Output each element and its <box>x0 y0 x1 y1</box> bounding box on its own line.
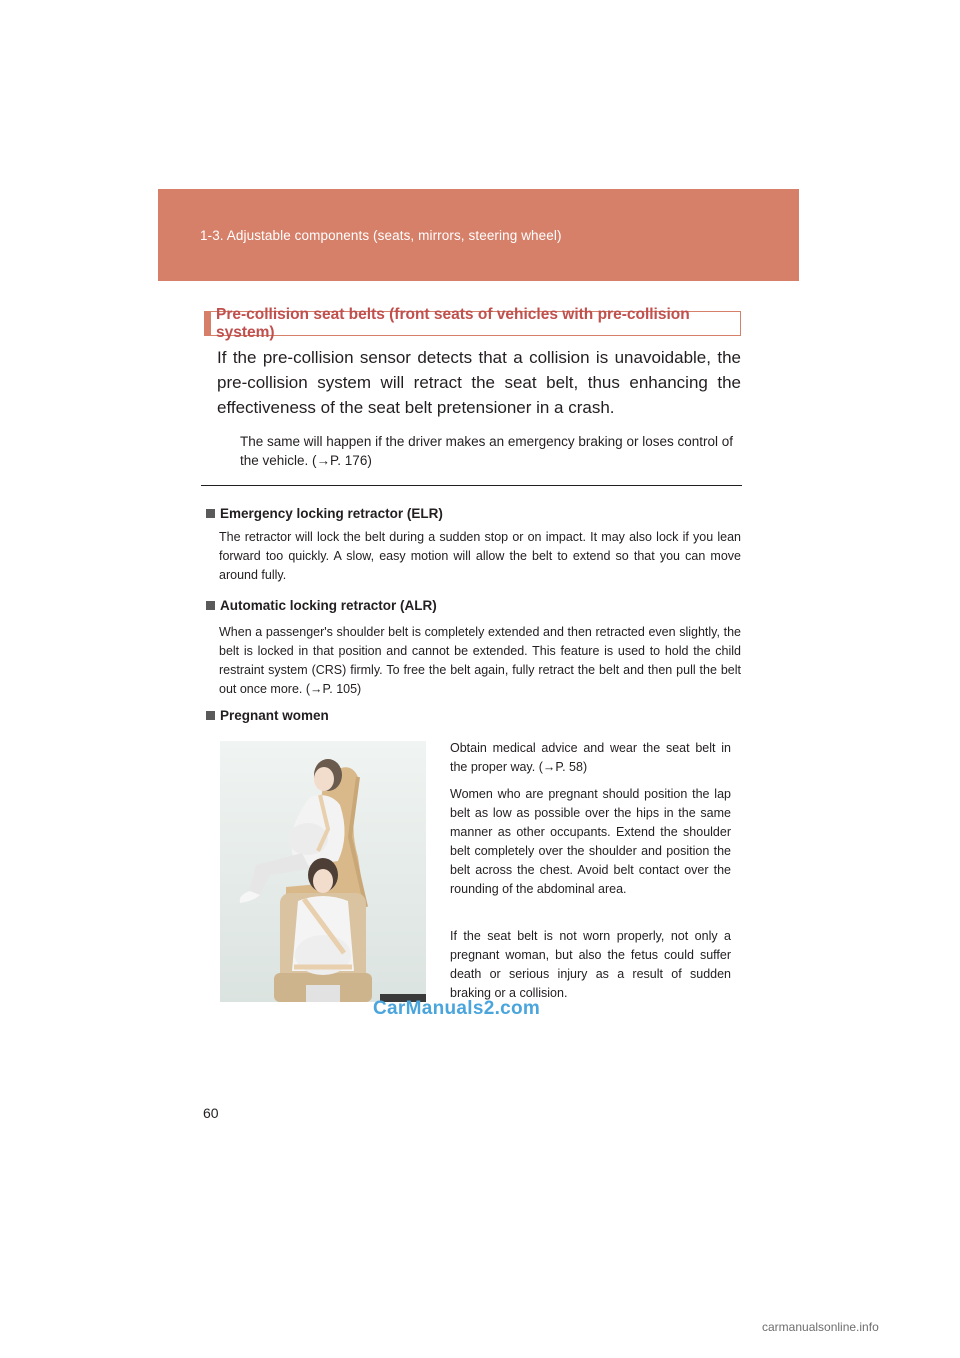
section-note: The same will happen if the driver makes an emergency braking or loses control of the vehicle. (→P. 176) <box>240 434 733 468</box>
square-bullet-icon <box>206 601 215 610</box>
breadcrumb: 1-3. Adjustable components (seats, mirrors, steering wheel) <box>200 228 562 243</box>
pregnant-text-3: If the seat belt is not worn properly, not only a pregnant woman, but also the fetus could suffer death or serious injury as a result of sudden braking or a collision. <box>450 929 731 1000</box>
pregnant-woman-seatbelt-illustration <box>220 741 426 1002</box>
item-heading-pregnant: Pregnant women <box>206 708 329 723</box>
item-text-elr: The retractor will lock the belt during a sudden stop or on impact. It may also lock if you lean forward too quickly. A slow, easy motion will allow the belt to extend so that you can move around fully. <box>219 530 741 582</box>
item-heading-elr: Emergency locking retractor (ELR) <box>206 506 443 521</box>
section-title: Pre-collision seat belts (front seats of vehicles with pre-collision system) <box>204 311 741 336</box>
footer-watermark: carmanualsonline.info <box>762 1320 879 1334</box>
seatbelt-figure-icon <box>220 741 426 1002</box>
watermark: CarManuals2.com <box>373 998 541 1019</box>
page-number: 60 <box>203 1105 219 1121</box>
item-text-alr: When a passenger's shoulder belt is completely extended and then retracted even slightly, the belt is locked in that position and cannot be extended. This feature is used to hold the child restraint system (CRS) firmly. To free the belt again, fully retract the belt and then pull the belt out once more. (→P. 105) <box>219 625 741 696</box>
pregnant-text-2: Women who are pregnant should position the lap belt as low as possible over the hips in the same manner as other occupants. Extend the shoulder belt completely over the shoulder and position the belt across the chest. Avoid belt contact over the rounding of the abdominal area. <box>450 787 731 896</box>
item-heading-alr: Automatic locking retractor (ALR) <box>206 598 437 613</box>
square-bullet-icon <box>206 509 215 518</box>
square-bullet-icon <box>206 711 215 720</box>
divider <box>201 485 742 486</box>
section-intro: If the pre-collision sensor detects that a collision is unavoidable, the pre-collision system will retract the seat belt, thus enhancing the effectiveness of the seat belt pretensioner in a crash. <box>217 348 741 417</box>
pregnant-text-1: Obtain medical advice and wear the seat belt in the proper way. (→P. 58) <box>450 741 731 774</box>
